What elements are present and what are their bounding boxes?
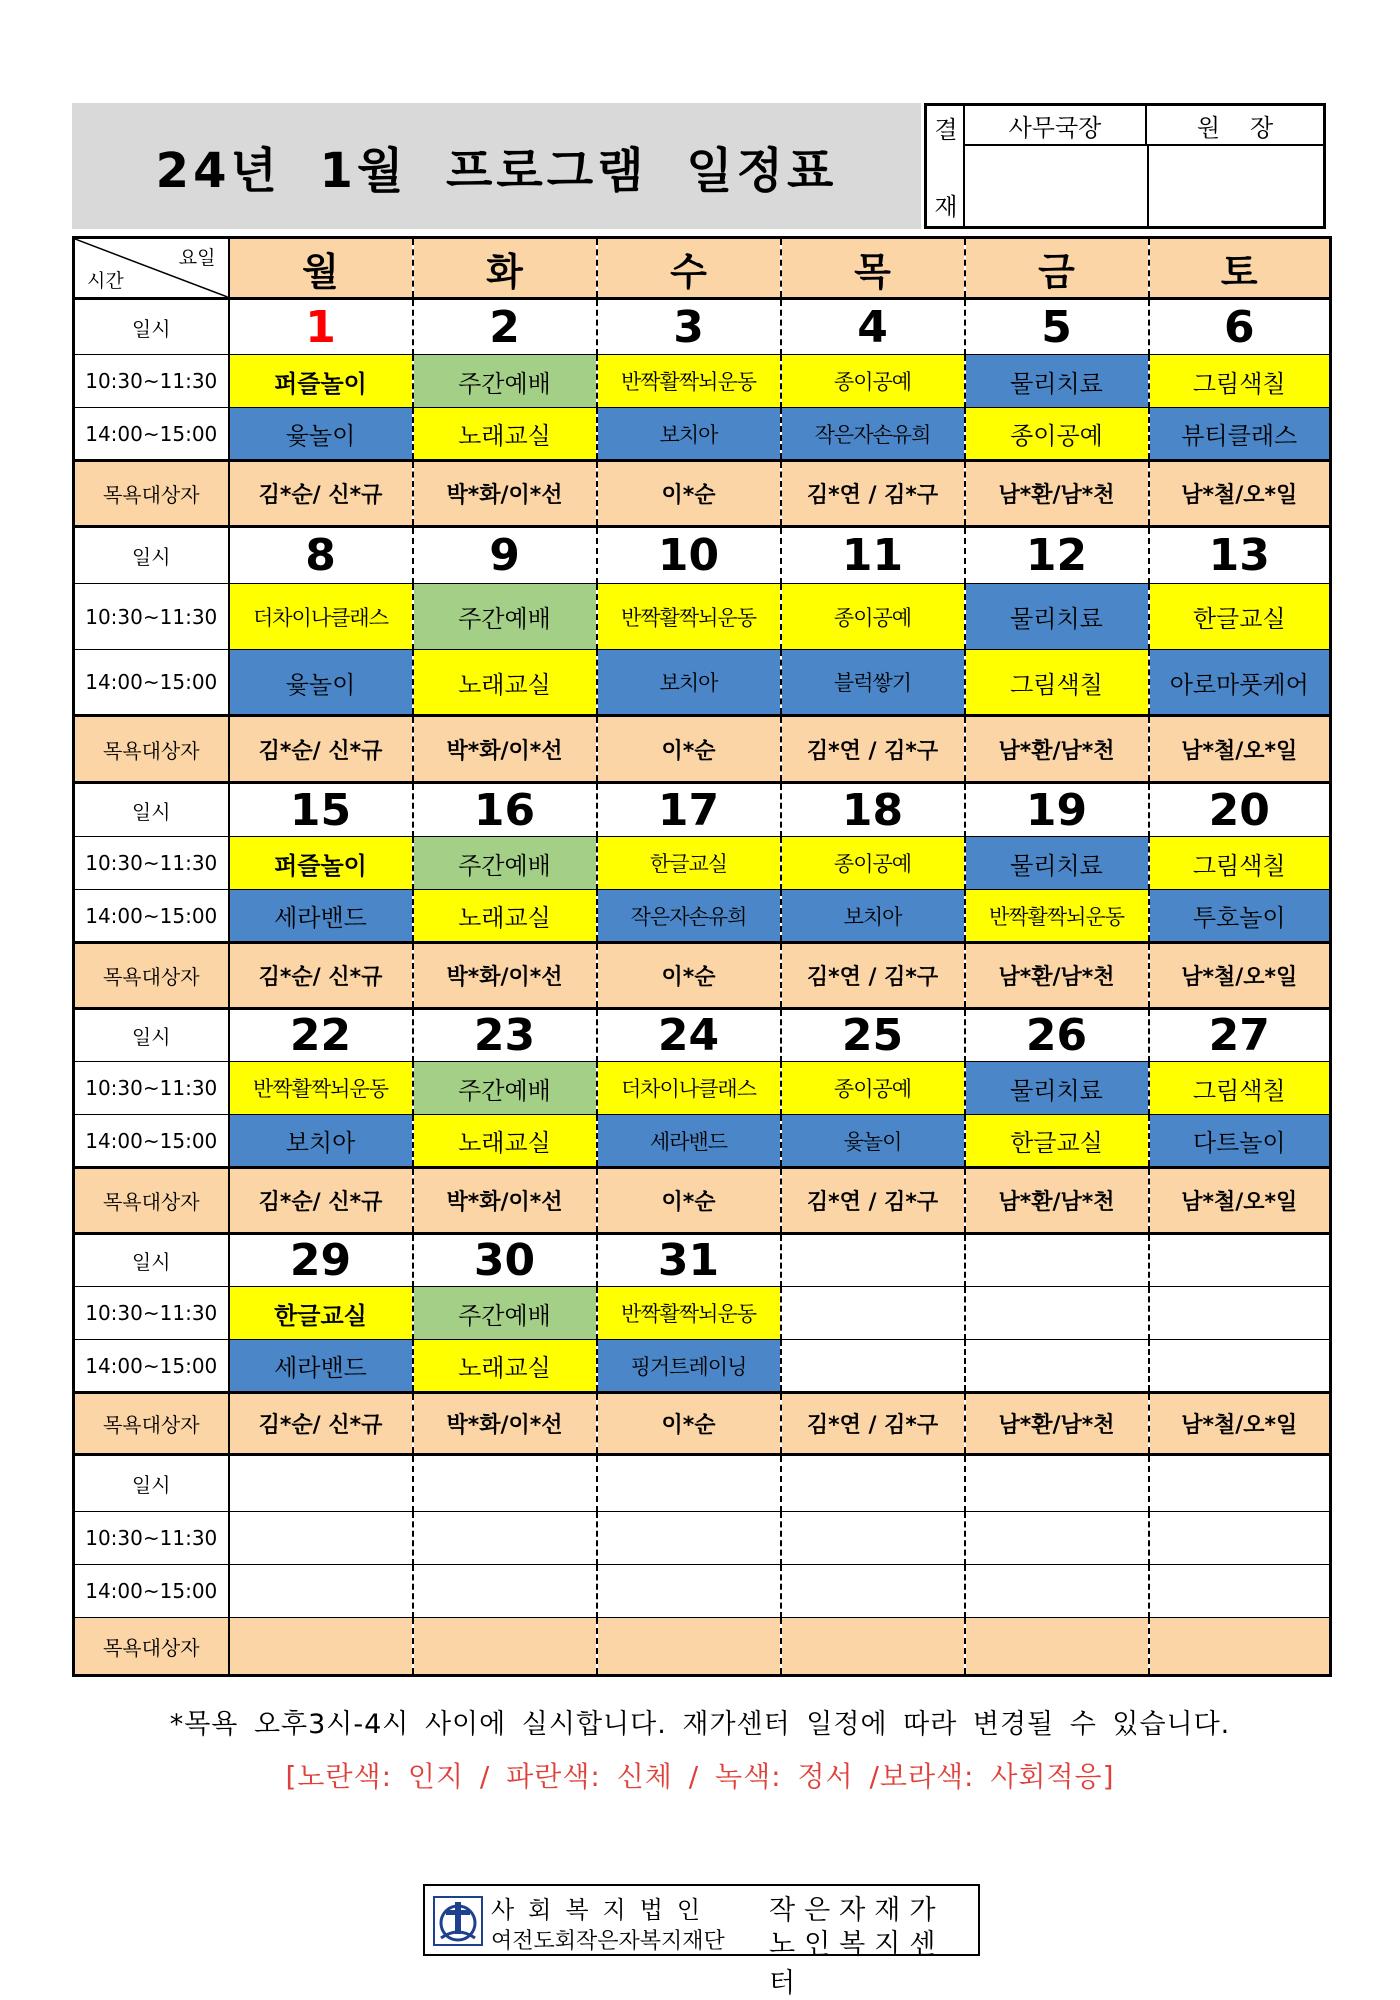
empty-cell: [413, 1512, 597, 1565]
program-cell: 한글교실: [229, 1287, 413, 1340]
week6-date-row: [74, 1455, 1331, 1512]
program-cell: 종이공예: [781, 837, 965, 890]
empty-cell: [781, 1287, 965, 1340]
week1-pm-row: [74, 408, 1331, 461]
bath-cell: 이*순: [597, 461, 781, 527]
org-line2: 여전도회작은자복지재단: [491, 1929, 725, 1954]
bath-cell: 김*순/ 신*규: [229, 1393, 413, 1455]
weekday-thu: 목: [781, 238, 965, 299]
program-cell: 주간예배: [413, 1287, 597, 1340]
date-row-label: 일시: [74, 1455, 229, 1512]
bath-cell: 남*환/남*천: [965, 1393, 1149, 1455]
approval-col-secretary: 사무국장: [965, 106, 1147, 146]
date-cell: 18: [781, 783, 965, 837]
bath-row-label: 목욕대상자: [74, 716, 229, 783]
program-cell: 투호놀이: [1149, 890, 1331, 943]
weekday-header-row: [74, 238, 1331, 299]
date-cell: 15: [229, 783, 413, 837]
program-cell: 세라밴드: [229, 890, 413, 943]
bath-cell: 박*화/이*선: [413, 1393, 597, 1455]
pm-slot-label: 14:00~15:00: [74, 1115, 229, 1168]
am-slot-label: 10:30~11:30: [74, 584, 229, 650]
am-slot-label: 10:30~11:30: [74, 837, 229, 890]
empty-cell: [781, 1565, 965, 1618]
date-row-label: 일시: [74, 299, 229, 355]
empty-cell: [781, 1512, 965, 1565]
program-cell: 주간예배: [413, 584, 597, 650]
bath-row-label: 목욕대상자: [74, 1168, 229, 1234]
date-row-label: 일시: [74, 527, 229, 584]
date-cell: 30: [413, 1234, 597, 1287]
am-slot-label: 10:30~11:30: [74, 1287, 229, 1340]
program-cell: 반짝활짝뇌운동: [965, 890, 1149, 943]
empty-cell: [781, 1234, 965, 1287]
empty-cell: [1149, 1565, 1331, 1618]
program-cell: 그림색칠: [1149, 355, 1331, 408]
program-cell: 작은자손유희: [597, 890, 781, 943]
program-cell: 그림색칠: [1149, 1062, 1331, 1115]
weekday-wed: 수: [597, 238, 781, 299]
week5-bath-row: [74, 1393, 1331, 1455]
org-line1: 사회복지법인: [491, 1896, 715, 1924]
empty-cell: [413, 1455, 597, 1512]
bath-cell: 김*순/ 신*규: [229, 461, 413, 527]
program-cell: 종이공예: [781, 584, 965, 650]
bath-cell: 김*순/ 신*규: [229, 716, 413, 783]
week6-pm-row: [74, 1565, 1331, 1618]
empty-cell: [229, 1618, 413, 1676]
bath-cell: 박*화/이*선: [413, 943, 597, 1009]
bath-note: *목욕 오후3시-4시 사이에 실시합니다. 재가센터 일정에 따라 변경될 수 있습니다.: [169, 1709, 1231, 1740]
program-cell: 반짝활짝뇌운동: [597, 584, 781, 650]
week4-am-row: [74, 1062, 1331, 1115]
date-cell: 19: [965, 783, 1149, 837]
empty-cell: [1149, 1234, 1331, 1287]
bath-cell: 남*환/남*천: [965, 943, 1149, 1009]
pm-slot-label: 14:00~15:00: [74, 1340, 229, 1393]
bath-cell: 남*환/남*천: [965, 1168, 1149, 1234]
bath-cell: 남*철/오*일: [1149, 1168, 1331, 1234]
empty-cell: [597, 1565, 781, 1618]
empty-cell: [597, 1455, 781, 1512]
empty-cell: [229, 1455, 413, 1512]
week3-pm-row: [74, 890, 1331, 943]
week5-am-row: [74, 1287, 1331, 1340]
am-slot-label: 10:30~11:30: [74, 1062, 229, 1115]
date-cell: 27: [1149, 1009, 1331, 1062]
empty-cell: [1149, 1618, 1331, 1676]
program-cell: 종이공예: [781, 355, 965, 408]
bath-row-label: 목욕대상자: [74, 461, 229, 527]
program-cell: 반짝활짝뇌운동: [229, 1062, 413, 1115]
bath-cell: 박*화/이*선: [413, 1168, 597, 1234]
schedule-table: [72, 236, 1332, 1677]
bath-cell: 이*순: [597, 716, 781, 783]
date-cell: 29: [229, 1234, 413, 1287]
program-cell: 종이공예: [965, 408, 1149, 461]
date-cell: 3: [597, 299, 781, 355]
program-cell: 윷놀이: [229, 650, 413, 716]
week2-pm-row: [74, 650, 1331, 716]
bath-cell: 김*연 / 김*구: [781, 716, 965, 783]
empty-cell: [1149, 1512, 1331, 1565]
program-cell: 주간예배: [413, 355, 597, 408]
program-cell: 노래교실: [413, 1340, 597, 1393]
empty-cell: [965, 1287, 1149, 1340]
bath-cell: 남*환/남*천: [965, 461, 1149, 527]
empty-cell: [1149, 1340, 1331, 1393]
date-cell: 23: [413, 1009, 597, 1062]
empty-cell: [781, 1618, 965, 1676]
bath-cell: 남*철/오*일: [1149, 716, 1331, 783]
date-cell: 2: [413, 299, 597, 355]
empty-cell: [1149, 1287, 1331, 1340]
bath-row-label: 목욕대상자: [74, 1618, 229, 1676]
empty-cell: [781, 1340, 965, 1393]
date-cell: 8: [229, 527, 413, 584]
program-cell: 퍼즐놀이: [229, 355, 413, 408]
date-cell: 13: [1149, 527, 1331, 584]
date-cell: 5: [965, 299, 1149, 355]
empty-cell: [965, 1618, 1149, 1676]
date-row-label: 일시: [74, 1009, 229, 1062]
color-legend: [노란색: 인지 / 파란색: 신체 / 녹색: 정서 /보라색: 사회적응]: [285, 1760, 1115, 1793]
date-cell: 22: [229, 1009, 413, 1062]
weekday-fri: 금: [965, 238, 1149, 299]
program-cell: 노래교실: [413, 1115, 597, 1168]
week6-bath-row: [74, 1618, 1331, 1676]
date-cell: 16: [413, 783, 597, 837]
pm-slot-label: 14:00~15:00: [74, 650, 229, 716]
corner-day-label: 요일: [178, 247, 216, 269]
empty-cell: [965, 1455, 1149, 1512]
empty-cell: [781, 1455, 965, 1512]
bath-cell: 박*화/이*선: [413, 461, 597, 527]
date-cell: 31: [597, 1234, 781, 1287]
empty-cell: [229, 1512, 413, 1565]
week5-pm-row: [74, 1340, 1331, 1393]
cross-logo-icon: [433, 1896, 483, 1946]
date-cell: 9: [413, 527, 597, 584]
program-cell: 작은자손유희: [781, 408, 965, 461]
program-cell: 한글교실: [597, 837, 781, 890]
date-cell: 26: [965, 1009, 1149, 1062]
program-cell: 더차이나클래스: [229, 584, 413, 650]
weekday-tue: 화: [413, 238, 597, 299]
program-cell: 더차이나클래스: [597, 1062, 781, 1115]
page-title: 24년 1월 프로그램 일정표: [155, 142, 838, 199]
date-row-label: 일시: [74, 783, 229, 837]
program-cell: 한글교실: [965, 1115, 1149, 1168]
empty-cell: [965, 1340, 1149, 1393]
bath-cell: 남*철/오*일: [1149, 1393, 1331, 1455]
bath-cell: 남*철/오*일: [1149, 461, 1331, 527]
program-cell: 주간예배: [413, 837, 597, 890]
bath-row-label: 목욕대상자: [74, 943, 229, 1009]
empty-cell: [413, 1618, 597, 1676]
program-cell: 보치아: [597, 408, 781, 461]
approval-side: [927, 106, 965, 226]
week2-bath-row: [74, 716, 1331, 783]
empty-cell: [597, 1618, 781, 1676]
program-cell: 노래교실: [413, 650, 597, 716]
week3-date-row: [74, 783, 1331, 837]
program-cell: 노래교실: [413, 408, 597, 461]
program-cell: 그림색칠: [965, 650, 1149, 716]
date-cell: 1: [229, 299, 413, 355]
date-cell: 6: [1149, 299, 1331, 355]
empty-cell: [965, 1512, 1149, 1565]
date-row-label: 일시: [74, 1234, 229, 1287]
week4-date-row: [74, 1009, 1331, 1062]
bath-cell: 박*화/이*선: [413, 716, 597, 783]
bath-cell: 남*환/남*천: [965, 716, 1149, 783]
empty-cell: [965, 1234, 1149, 1287]
bath-cell: 이*순: [597, 943, 781, 1009]
approval-col-director: 원장: [1147, 106, 1323, 146]
weekday-mon: 월: [229, 238, 413, 299]
program-cell: 종이공예: [781, 1062, 965, 1115]
weekday-sat: 토: [1149, 238, 1331, 299]
title-banner: [72, 103, 921, 229]
empty-cell: [1149, 1455, 1331, 1512]
program-cell: 그림색칠: [1149, 837, 1331, 890]
pm-slot-label: 14:00~15:00: [74, 890, 229, 943]
program-cell: 보치아: [229, 1115, 413, 1168]
bath-cell: 김*순/ 신*규: [229, 943, 413, 1009]
bath-cell: 김*연 / 김*구: [781, 943, 965, 1009]
date-cell: 24: [597, 1009, 781, 1062]
approval-side-top: 결: [934, 116, 958, 144]
program-cell: 반짝활짝뇌운동: [597, 355, 781, 408]
program-cell: 노래교실: [413, 890, 597, 943]
program-cell: 세라밴드: [597, 1115, 781, 1168]
date-cell: 17: [597, 783, 781, 837]
am-slot-label: 10:30~11:30: [74, 1512, 229, 1565]
date-cell: 10: [597, 527, 781, 584]
program-cell: 보치아: [781, 890, 965, 943]
bath-cell: 김*연 / 김*구: [781, 461, 965, 527]
program-cell: 아로마풋케어: [1149, 650, 1331, 716]
program-cell: 블럭쌓기: [781, 650, 965, 716]
week4-pm-row: [74, 1115, 1331, 1168]
program-cell: 물리치료: [965, 837, 1149, 890]
date-cell: 12: [965, 527, 1149, 584]
program-cell: 윷놀이: [229, 408, 413, 461]
program-cell: 보치아: [597, 650, 781, 716]
bath-cell: 이*순: [597, 1168, 781, 1234]
approval-box: [924, 103, 1326, 229]
bath-cell: 이*순: [597, 1393, 781, 1455]
date-cell: 4: [781, 299, 965, 355]
week1-bath-row: [74, 461, 1331, 527]
date-cell: 20: [1149, 783, 1331, 837]
week5-date-row: [74, 1234, 1331, 1287]
program-cell: 물리치료: [965, 584, 1149, 650]
program-cell: 주간예배: [413, 1062, 597, 1115]
date-cell: 11: [781, 527, 965, 584]
week1-am-row: [74, 355, 1331, 408]
corner-cell: [74, 238, 229, 299]
week4-bath-row: [74, 1168, 1331, 1234]
week3-bath-row: [74, 943, 1331, 1009]
program-cell: 퍼즐놀이: [229, 837, 413, 890]
program-cell: 물리치료: [965, 355, 1149, 408]
pm-slot-label: 14:00~15:00: [74, 1565, 229, 1618]
bath-cell: 김*연 / 김*구: [781, 1168, 965, 1234]
bath-row-label: 목욕대상자: [74, 1393, 229, 1455]
empty-cell: [965, 1565, 1149, 1618]
bath-cell: 남*철/오*일: [1149, 943, 1331, 1009]
program-cell: 뷰티클래스: [1149, 408, 1331, 461]
am-slot-label: 10:30~11:30: [74, 355, 229, 408]
empty-cell: [597, 1512, 781, 1565]
week2-date-row: [74, 527, 1331, 584]
program-cell: 다트놀이: [1149, 1115, 1331, 1168]
organization-footer: [423, 1884, 980, 1999]
week2-am-row: [74, 584, 1331, 650]
program-cell: 반짝활짝뇌운동: [597, 1287, 781, 1340]
center-line1: 작은자재가: [769, 1895, 945, 1926]
pm-slot-label: 14:00~15:00: [74, 408, 229, 461]
corner-time-label: 시간: [87, 270, 124, 292]
program-cell: 세라밴드: [229, 1340, 413, 1393]
bath-cell: 김*연 / 김*구: [781, 1393, 965, 1455]
week1-date-row: [74, 299, 1331, 355]
approval-divider: [1147, 146, 1149, 226]
date-cell: 25: [781, 1009, 965, 1062]
program-cell: 물리치료: [965, 1062, 1149, 1115]
program-cell: 윷놀이: [781, 1115, 965, 1168]
week6-am-row: [74, 1512, 1331, 1565]
week3-am-row: [74, 837, 1331, 890]
approval-side-bottom: 재: [934, 193, 958, 221]
center-line2: 노인복지센터: [769, 1929, 945, 1999]
program-cell: 핑거트레이닝: [597, 1340, 781, 1393]
empty-cell: [229, 1565, 413, 1618]
bath-cell: 김*순/ 신*규: [229, 1168, 413, 1234]
program-cell: 한글교실: [1149, 584, 1331, 650]
empty-cell: [413, 1565, 597, 1618]
